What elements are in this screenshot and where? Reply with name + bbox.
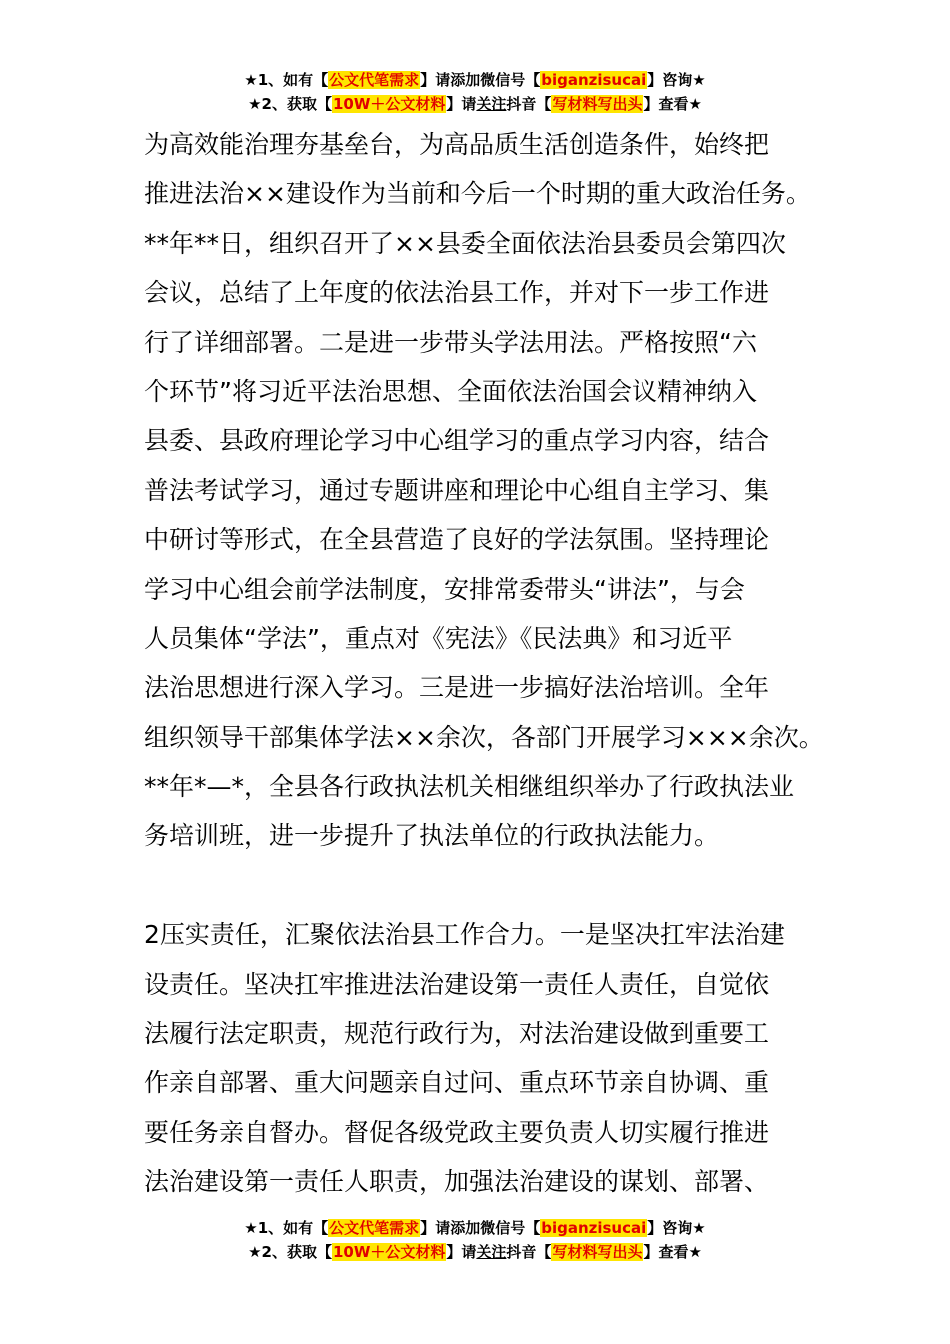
banner-line-2: ★2、获取【10W＋公文材料】请关注抖音【写材料写出头】查看★	[248, 95, 702, 113]
text-line: 推进法治××建设作为当前和今后一个时期的重大政治任务。	[144, 179, 811, 209]
paragraph-1	[144, 120, 824, 861]
highlight-wechat-id: biganzisucai	[541, 71, 647, 89]
highlight-douyin-account: 写材料写出头	[552, 95, 643, 113]
highlight-douyin-account: 写材料写出头	[552, 1243, 643, 1261]
text-line: 个环节”将习近平法治思想、全面依法治国会议精神纳入	[144, 376, 757, 406]
paragraph-2	[144, 910, 824, 1206]
header-banner	[0, 68, 950, 116]
text-line: 法治建设第一责任人职责，加强法治建设的谋划、部署、	[144, 1167, 770, 1197]
banner-line-1: ★1、如有【公文代笔需求】请添加微信号【biganzisucai】咨询★	[244, 71, 706, 89]
highlight-writing-service: 公文代笔需求	[329, 71, 420, 89]
text-line: 会议，总结了上年度的依法治县工作，并对下一步工作进	[144, 278, 770, 308]
highlight-wechat-id: biganzisucai	[541, 1219, 647, 1237]
highlight-writing-service: 公文代笔需求	[329, 1219, 420, 1237]
text-line: 务培训班，进一步提升了执法单位的行政执法能力。	[144, 821, 720, 851]
highlight-materials: 10W＋公文材料	[332, 1243, 446, 1261]
text-line: 2压实责任，汇聚依法治县工作合力。一是坚决扛牢法治建	[144, 920, 785, 950]
text-line: 普法考试学习，通过专题讲座和理论中心组自主学习、集	[144, 475, 770, 505]
footer-banner	[0, 1216, 950, 1264]
follow-underlined: 关注	[476, 1243, 507, 1261]
text-line: 为高效能治理夯基垒台，为高品质生活创造条件，始终把	[144, 130, 770, 159]
text-line: 中研讨等形式，在全县营造了良好的学法氛围。坚持理论	[144, 525, 770, 555]
text-line: 县委、县政府理论学习中心组学习的重点学习内容，结合	[144, 426, 770, 456]
text-line: 法履行法定职责，规范行政行为，对法治建设做到重要工	[144, 1019, 770, 1049]
highlight-materials: 10W＋公文材料	[332, 95, 446, 113]
document-body	[144, 120, 824, 1207]
text-line: 学习中心组会前学法制度，安排常委带头“讲法”，与会	[144, 574, 745, 604]
text-line: **年**日，组织召开了××县委全面依法治县委员会第四次	[144, 228, 786, 258]
text-line: 行了详细部署。二是进一步带头学法用法。严格按照“六	[144, 327, 757, 357]
text-line: **年*—*，全县各行政执法机关相继组织举办了行政执法业	[144, 772, 795, 802]
text-line: 组织领导干部集体学法××余次，各部门开展学习×××余次。	[144, 722, 824, 752]
banner-line-2: ★2、获取【10W＋公文材料】请关注抖音【写材料写出头】查看★	[248, 1243, 702, 1261]
text-line: 法治思想进行深入学习。三是进一步搞好法治培训。全年	[144, 673, 770, 703]
follow-underlined: 关注	[476, 95, 507, 113]
banner-line-1: ★1、如有【公文代笔需求】请添加微信号【biganzisucai】咨询★	[244, 1219, 706, 1237]
text-line: 人员集体“学法”，重点对《宪法》《民法典》和习近平	[144, 623, 733, 653]
text-line: 作亲自部署、重大问题亲自过问、重点环节亲自协调、重	[144, 1068, 770, 1098]
text-line: 要任务亲自督办。督促各级党政主要负责人切实履行推进	[144, 1117, 770, 1147]
paragraph-gap	[144, 861, 824, 910]
text-line: 设责任。坚决扛牢推进法治建设第一责任人责任，自觉依	[144, 969, 770, 999]
